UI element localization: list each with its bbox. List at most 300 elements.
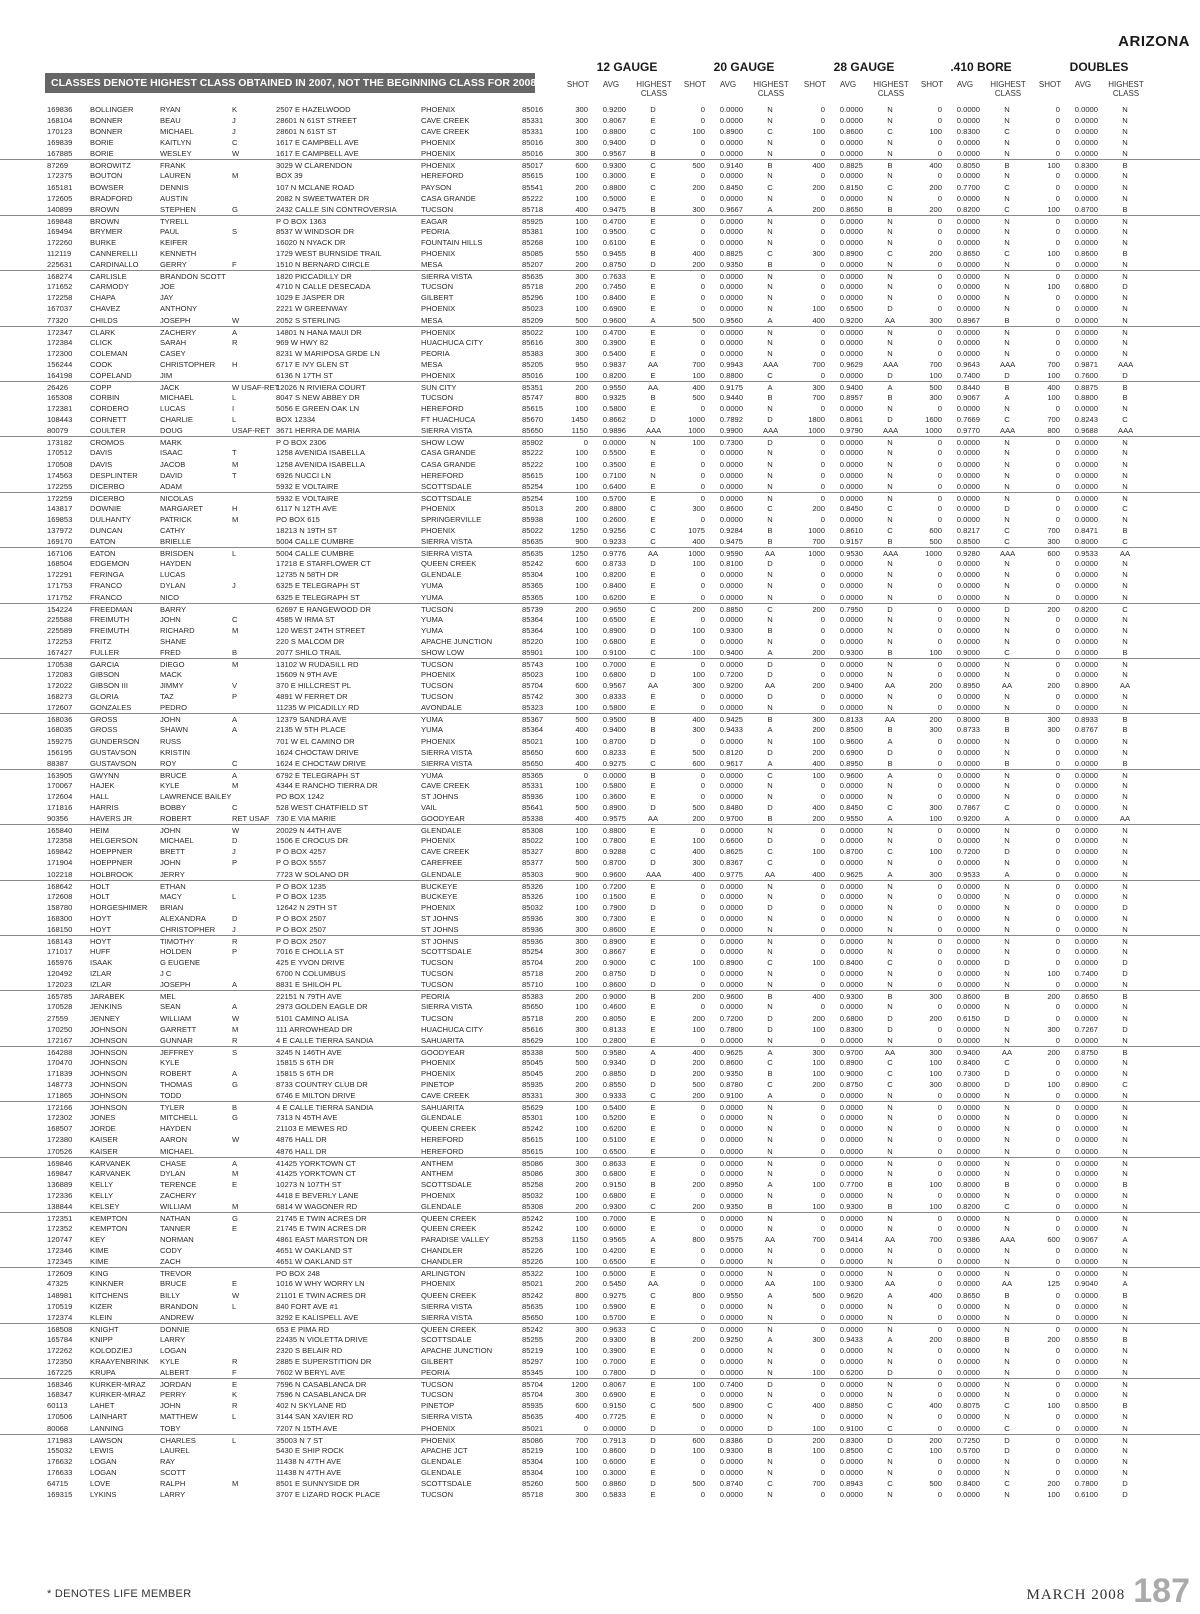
highest-class: N	[767, 636, 773, 646]
shot-count: 0	[700, 138, 705, 148]
highest-class: E	[650, 881, 656, 891]
highest-class: N	[887, 1301, 893, 1311]
address: 2320 S BELAIR RD	[276, 1345, 343, 1355]
last-name: JOHNSON	[90, 1035, 128, 1045]
last-name: COLEMAN	[90, 348, 128, 358]
middle-initial: M	[232, 1168, 239, 1178]
shot-count: 300	[575, 272, 588, 282]
address: 120 WEST 24TH STREET	[276, 625, 366, 635]
average: 0.9600	[602, 315, 626, 325]
shot-count: 400	[929, 1290, 942, 1300]
last-name: KELLY	[90, 1190, 114, 1200]
last-name: IZLAR	[90, 969, 112, 979]
address: 840 FORT AVE #1	[276, 1301, 339, 1311]
first-name: ZACH	[160, 1257, 181, 1267]
city: PHOENIX	[421, 1068, 456, 1078]
highest-class: B	[1004, 383, 1010, 392]
highest-class: E	[650, 1224, 656, 1234]
shot-count: 300	[929, 1047, 942, 1057]
shot-count: 0	[700, 614, 705, 624]
average: 0.0000	[1074, 226, 1098, 236]
highest-class: A	[767, 1290, 773, 1300]
middle-initial: C	[232, 803, 238, 813]
shot-count: 0	[1055, 736, 1060, 746]
shot-count: 0	[1055, 814, 1060, 824]
shot-count: 0	[1055, 105, 1060, 114]
highest-class: B	[1122, 715, 1128, 725]
table-row	[0, 669, 1200, 680]
average: 0.0000	[719, 404, 743, 414]
highest-class: B	[1122, 992, 1128, 1002]
shot-count: 0	[583, 770, 588, 780]
average: 0.8500	[839, 725, 863, 735]
highest-class: N	[1122, 182, 1128, 192]
city: PHOENIX	[421, 670, 456, 680]
highest-class: N	[887, 1390, 893, 1400]
average: 0.0000	[719, 138, 743, 148]
highest-class: N	[1004, 448, 1010, 458]
shot-count: 500	[692, 1401, 705, 1411]
highest-class: N	[1004, 1246, 1010, 1256]
highest-class: C	[887, 1068, 893, 1078]
last-name: CLICK	[90, 337, 113, 347]
highest-class: N	[767, 703, 773, 713]
average: 0.0000	[839, 370, 863, 380]
shot-count: 0	[937, 703, 942, 713]
highest-class: B	[650, 1179, 656, 1189]
average: 0.6800	[602, 1168, 626, 1178]
average: 0.0000	[719, 937, 743, 946]
average: 0.9280	[956, 549, 980, 559]
highest-class: N	[1122, 459, 1128, 469]
average: 0.0000	[1074, 216, 1098, 226]
shot-count: 100	[575, 127, 588, 137]
address: 2052 S STERLING	[276, 315, 341, 325]
highest-class: N	[887, 836, 893, 846]
highest-class: N	[1004, 1412, 1010, 1422]
zip: 85650	[522, 426, 544, 436]
shot-count: 300	[1047, 725, 1060, 735]
table-row	[0, 1256, 1200, 1267]
highest-class: B	[1004, 161, 1010, 171]
average: 0.8600	[602, 1445, 626, 1455]
average: 0.9284	[719, 526, 743, 536]
highest-class: D	[1004, 1068, 1010, 1078]
avg-header: AVG	[719, 80, 737, 89]
highest-class: AAA	[1000, 1235, 1016, 1245]
highest-class: D	[767, 803, 773, 813]
middle-initial: B	[232, 1103, 238, 1113]
shot-count: 0	[937, 348, 942, 358]
shot-count: 0	[1055, 836, 1060, 846]
highest-class: N	[1122, 881, 1128, 891]
highest-class: N	[1004, 858, 1010, 868]
table-row	[0, 1411, 1200, 1422]
shot-count: 0	[820, 1214, 825, 1223]
zip: 85383	[522, 348, 544, 358]
city: CASA GRANDE	[421, 193, 476, 203]
zip: 85743	[522, 660, 544, 669]
highest-class: E	[650, 592, 656, 602]
middle-initial: W	[232, 1013, 240, 1023]
middle-initial: M	[232, 171, 239, 181]
highest-class: D	[650, 902, 656, 912]
table-row	[0, 1301, 1200, 1312]
average: 0.0000	[956, 891, 980, 901]
address: 1729 WEST BURNSIDE TRAIL	[276, 249, 382, 259]
address: 701 W EL CAMINO DR	[276, 736, 355, 746]
shot-count: 1250	[571, 526, 588, 536]
shot-count: 0	[1055, 481, 1060, 491]
average: 0.7200	[719, 1013, 743, 1023]
shot-count: 0	[820, 470, 825, 480]
highest-class: D	[650, 1478, 656, 1488]
average: 0.8333	[602, 692, 626, 702]
average: 0.0000	[956, 1456, 980, 1466]
shot-count: 0	[1055, 858, 1060, 868]
first-name: MICHAEL	[160, 127, 194, 137]
member-id: 172381	[47, 404, 73, 414]
highest-class: E	[650, 1345, 656, 1355]
shot-count: 400	[692, 847, 705, 857]
highest-class: N	[887, 237, 893, 247]
average: 0.0000	[839, 636, 863, 646]
average: 0.0000	[839, 448, 863, 458]
first-name: J C	[160, 969, 172, 979]
first-name: RUSS	[160, 736, 182, 746]
address: 1029 E JASPER DR	[276, 293, 345, 303]
middle-initial: D	[232, 913, 238, 923]
shot-header: SHOT	[1038, 80, 1062, 89]
highest-class: B	[767, 526, 773, 536]
address: 6325 E TELEGRAPH ST	[276, 581, 360, 591]
average: 0.8875	[1074, 383, 1098, 392]
first-name: JIM	[160, 370, 173, 380]
highest-class: N	[1122, 770, 1128, 780]
shot-count: 0	[937, 1357, 942, 1367]
address: 4710 N CALLE DESECADA	[276, 282, 371, 292]
city: QUEEN CREEK	[421, 1324, 477, 1334]
average: 0.7000	[602, 1214, 626, 1223]
member-id: 169170	[47, 537, 73, 547]
highest-class: D	[650, 1423, 656, 1433]
highest-class: E	[650, 1412, 656, 1422]
highest-class: C	[767, 1080, 773, 1090]
average: 0.9590	[719, 549, 743, 559]
shot-count: 0	[1055, 404, 1060, 414]
highest-class: N	[1122, 481, 1128, 491]
shot-count: 600	[575, 747, 588, 757]
zip: 85383	[522, 992, 544, 1002]
table-row	[0, 913, 1200, 924]
zip: 85345	[522, 1368, 544, 1378]
average: 0.0000	[719, 1158, 743, 1168]
highest-class: C	[767, 370, 773, 380]
average: 0.0000	[719, 1279, 743, 1289]
page-number: 187	[1133, 1572, 1190, 1610]
average: 0.8133	[839, 715, 863, 725]
shot-count: 0	[937, 1324, 942, 1334]
highest-class: N	[1004, 780, 1010, 790]
shot-count: 0	[700, 1269, 705, 1279]
member-id: 225589	[47, 625, 73, 635]
shot-count: 0	[820, 370, 825, 380]
last-name: DULHANTY	[90, 514, 131, 524]
member-id: 158780	[47, 902, 73, 912]
average: 0.8650	[956, 249, 980, 259]
table-row	[0, 1201, 1200, 1212]
average: 0.4700	[602, 327, 626, 337]
address: 6926 NUCCI LN	[276, 470, 331, 480]
shot-count: 200	[692, 1091, 705, 1101]
highest-class: N	[767, 1214, 773, 1223]
average: 0.8067	[602, 116, 626, 126]
shot-count: 0	[700, 1190, 705, 1200]
member-id: 47325	[47, 1279, 69, 1289]
shot-count: 0	[937, 459, 942, 469]
average: 0.0000	[1074, 293, 1098, 303]
average: 0.8860	[602, 1478, 626, 1488]
highest-class: B	[767, 537, 773, 547]
highest-class: A	[767, 1047, 773, 1057]
shot-count: 100	[692, 836, 705, 846]
avg-header: AVG	[1074, 80, 1092, 89]
last-name: KRAAYENBRINK	[90, 1357, 149, 1367]
shot-count: 100	[575, 625, 588, 635]
average: 0.0000	[839, 826, 863, 836]
address: P O BOX 1235	[276, 891, 327, 901]
shot-count: 1800	[808, 415, 825, 425]
shot-count: 100	[575, 1467, 588, 1477]
table-row	[0, 957, 1200, 968]
average: 0.9300	[719, 625, 743, 635]
address: 2507 E HAZELWOOD	[276, 105, 351, 114]
highest-class: C	[650, 182, 656, 192]
shot-count: 0	[700, 293, 705, 303]
highest-class: E	[650, 193, 656, 203]
shot-count: 100	[812, 1179, 825, 1189]
highest-class: N	[1122, 614, 1128, 624]
highest-class: C	[1004, 415, 1010, 425]
average: 0.9790	[839, 426, 863, 436]
city: PHOENIX	[421, 105, 456, 114]
shot-count: 100	[575, 193, 588, 203]
shot-count: 0	[1055, 913, 1060, 923]
average: 0.0000	[956, 1158, 980, 1168]
highest-class: N	[1122, 747, 1128, 757]
average: 0.7250	[956, 1435, 980, 1445]
shot-count: 0	[1055, 116, 1060, 126]
address: 35003 N 7 ST	[276, 1435, 323, 1445]
highest-class: N	[1004, 1091, 1010, 1101]
highest-class: N	[767, 1190, 773, 1200]
city: GLENDALE	[421, 869, 462, 879]
average: 0.0000	[719, 736, 743, 746]
last-name: BOLLINGER	[90, 105, 134, 114]
zip: 85364	[522, 725, 544, 735]
highest-class: N	[887, 226, 893, 236]
highest-class: D	[650, 858, 656, 868]
last-name: ISAAK	[90, 958, 113, 968]
middle-initial: C	[232, 138, 238, 148]
average: 0.0000	[719, 1324, 743, 1334]
table-row	[0, 614, 1200, 625]
highest-class: N	[887, 470, 893, 480]
highest-class: A	[767, 1091, 773, 1101]
first-name: DONNIE	[160, 1324, 190, 1334]
shot-count: 0	[1055, 127, 1060, 137]
average: 0.8667	[602, 947, 626, 957]
average: 0.9300	[839, 1201, 863, 1211]
average: 0.0000	[1074, 692, 1098, 702]
highest-class: E	[650, 282, 656, 292]
average: 0.9000	[839, 1068, 863, 1078]
highest-class: N	[887, 1357, 893, 1367]
shot-count: 400	[692, 383, 705, 392]
average: 0.0000	[956, 1103, 980, 1113]
zip: 85255	[522, 1334, 544, 1344]
average: 0.0000	[956, 826, 980, 836]
shot-count: 0	[937, 1312, 942, 1322]
average: 0.1500	[602, 891, 626, 901]
highest-class: N	[887, 614, 893, 624]
member-id: 26426	[47, 383, 69, 392]
average: 0.8825	[719, 249, 743, 259]
highest-class: C	[767, 1401, 773, 1411]
table-row	[0, 182, 1200, 193]
shot-count: 0	[700, 980, 705, 990]
middle-initial: F	[232, 1368, 237, 1378]
zip: 85021	[522, 736, 544, 746]
average: 0.7400	[956, 370, 980, 380]
city: SAHUARITA	[421, 1035, 464, 1045]
highest-class: N	[1004, 614, 1010, 624]
highest-class: N	[1004, 116, 1010, 126]
highest-class: C	[887, 803, 893, 813]
average: 0.0000	[1074, 1435, 1098, 1445]
highest-class: N	[767, 171, 773, 181]
zip: 85615	[522, 470, 544, 480]
last-name: BORIE	[90, 138, 114, 148]
member-id: 169847	[47, 1168, 73, 1178]
shot-count: 0	[937, 514, 942, 524]
highest-class: C	[1004, 537, 1010, 547]
last-name: HALL	[90, 791, 109, 801]
highest-class: N	[1004, 937, 1010, 946]
highest-class: A	[887, 383, 893, 392]
highest-class: A	[767, 1179, 773, 1189]
highest-class: A	[767, 758, 773, 768]
highest-class: N	[767, 116, 773, 126]
shot-count: 0	[1055, 559, 1060, 569]
highest-class: C	[650, 537, 656, 547]
shot-count: 300	[575, 1324, 588, 1334]
average: 0.0000	[719, 1113, 743, 1123]
shot-count: 0	[1055, 182, 1060, 192]
gauge-title: 28 GAUGE	[833, 60, 895, 74]
table-row	[0, 1068, 1200, 1079]
city: PHOENIX	[421, 249, 456, 259]
highest-class: N	[1004, 1214, 1010, 1223]
shot-count: 0	[937, 1168, 942, 1178]
table-row	[0, 1456, 1200, 1467]
average: 0.0000	[1074, 1357, 1098, 1367]
shot-count: 100	[575, 592, 588, 602]
shot-count: 0	[700, 1312, 705, 1322]
shot-count: 0	[820, 1345, 825, 1355]
shot-count: 0	[700, 592, 705, 602]
average: 0.8440	[956, 383, 980, 392]
address: 969 W HWY 82	[276, 337, 329, 347]
shot-count: 0	[937, 758, 942, 768]
shot-count: 100	[575, 226, 588, 236]
average: 0.0000	[956, 969, 980, 979]
average: 0.8800	[602, 182, 626, 192]
zip: 85258	[522, 1179, 544, 1189]
city: PHOENIX	[421, 304, 456, 314]
last-name: HOEPPNER	[90, 847, 133, 857]
first-name: JOHN	[160, 858, 181, 868]
shot-count: 0	[937, 448, 942, 458]
shot-count: 100	[692, 370, 705, 380]
shot-count: 200	[929, 1013, 942, 1023]
highest-class: AAA	[883, 549, 899, 559]
member-id: 163905	[47, 770, 73, 780]
average: 0.0000	[956, 1345, 980, 1355]
average: 0.0000	[956, 1368, 980, 1378]
average: 0.9300	[602, 1334, 626, 1344]
highest-class: D	[887, 1435, 893, 1445]
average: 0.6900	[839, 747, 863, 757]
middle-initial: T	[232, 448, 237, 458]
shot-count: 700	[929, 1235, 942, 1245]
average: 0.0000	[719, 1135, 743, 1145]
highest-class: N	[887, 858, 893, 868]
average: 0.0000	[1074, 348, 1098, 358]
shot-count: 0	[1055, 1214, 1060, 1223]
highest-class: B	[887, 161, 893, 171]
shot-count: 0	[937, 604, 942, 614]
first-name: JEFFREY	[160, 1047, 194, 1057]
highest-class: N	[767, 1135, 773, 1145]
shot-count: 0	[583, 1423, 588, 1433]
highest-class: B	[887, 725, 893, 735]
average: 0.0000	[1074, 459, 1098, 469]
member-id: 165181	[47, 182, 73, 192]
average: 0.0000	[956, 1024, 980, 1034]
city: PEORIA	[421, 226, 450, 236]
highest-class: C	[767, 858, 773, 868]
highest-class: N	[767, 304, 773, 314]
zip: 85364	[522, 614, 544, 624]
shot-count: 600	[575, 559, 588, 569]
average: 0.8750	[839, 1080, 863, 1090]
average: 0.6500	[602, 614, 626, 624]
last-name: IZLAR	[90, 980, 112, 990]
average: 0.8900	[719, 127, 743, 137]
first-name: PERRY	[160, 1390, 187, 1400]
city: ANTHEM	[421, 1168, 454, 1178]
highest-class: D	[650, 415, 656, 425]
average: 0.0000	[1074, 670, 1098, 680]
average: 0.6200	[602, 592, 626, 602]
last-name: BONNER	[90, 116, 123, 126]
shot-count: 800	[575, 393, 588, 403]
middle-initial: K	[232, 1390, 238, 1400]
average: 0.0000	[839, 514, 863, 524]
shot-count: 1150	[571, 426, 588, 436]
last-name: JONES	[90, 1113, 116, 1123]
